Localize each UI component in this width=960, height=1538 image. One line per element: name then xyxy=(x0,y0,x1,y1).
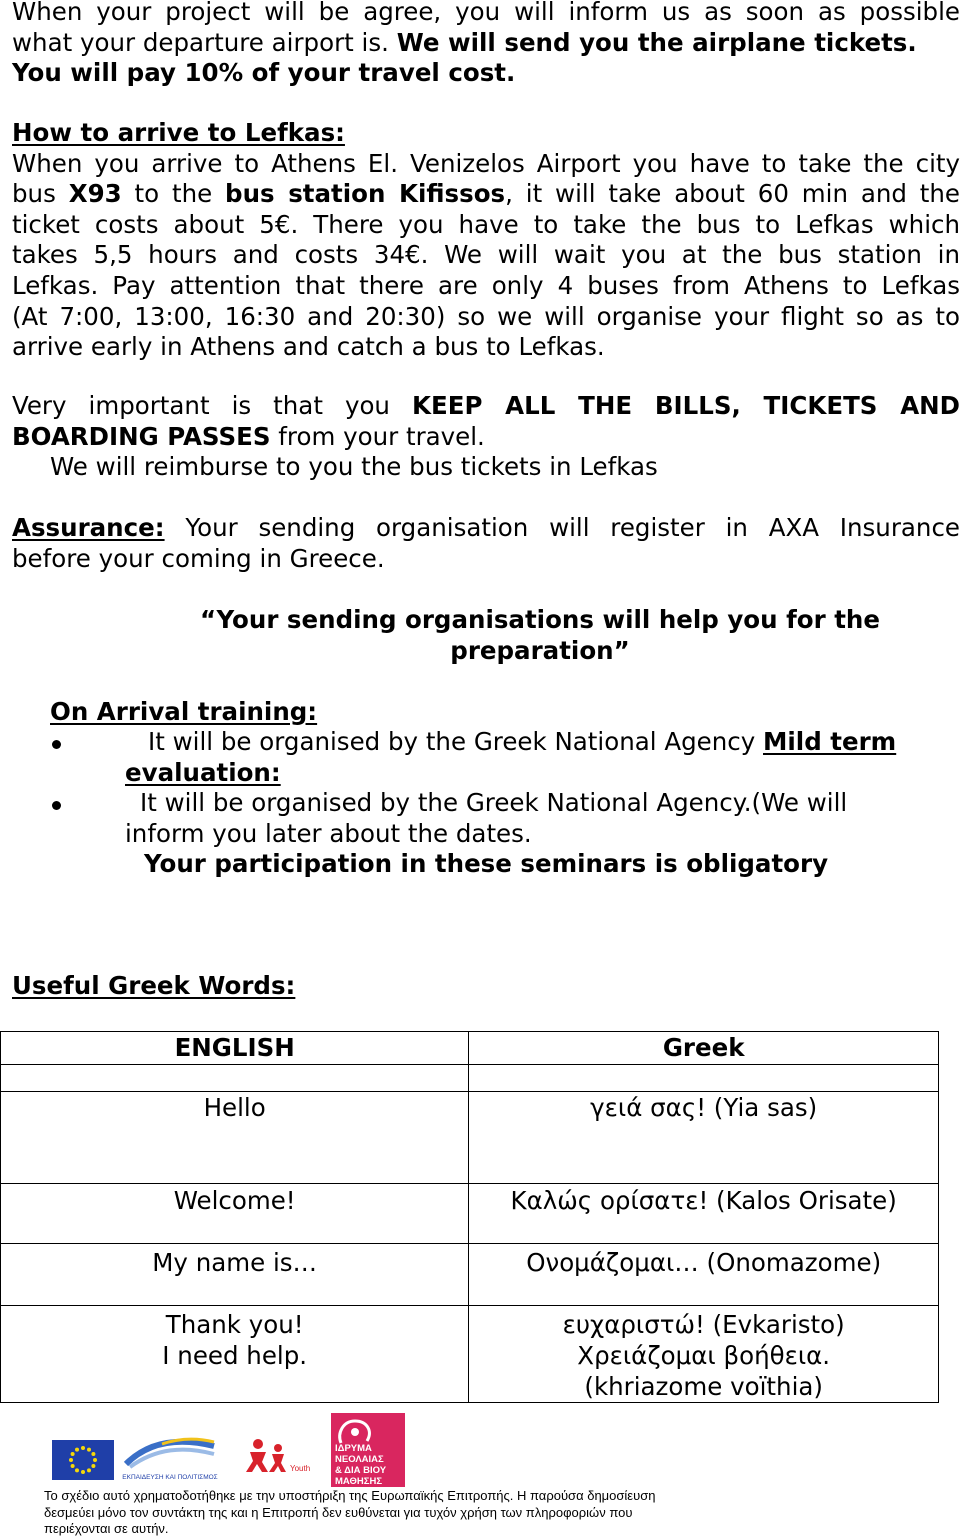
intro-line-3: You will pay 10% of your travel cost. xyxy=(12,58,516,88)
greek-cell: γειά σας! (Yia sas) xyxy=(469,1092,939,1184)
bills-text: Very important is that you xyxy=(12,391,412,420)
table-row xyxy=(1,1306,939,1403)
foundation-text: ΙΔΡΥΜΑ xyxy=(335,1443,372,1454)
bus-number: X93 xyxy=(68,179,122,209)
bills-line-3: We will reimburse to you the bus tickets in Lefkas xyxy=(50,452,658,482)
greek-word: ευχαριστώ! (Evkaristo) xyxy=(562,1310,845,1339)
table-row xyxy=(1,1244,939,1306)
intro-line-1: When your project will be agree, you will inform us as soon as possible xyxy=(12,0,960,26)
column-header-english: ENGLISH xyxy=(1,1032,469,1065)
arrival-line-3: ticket costs about 5€. There you have to take the bus to Lefkas which xyxy=(12,209,960,239)
youth-foundation-logo xyxy=(331,1413,405,1487)
training-text: It will be organised by the Greek National Agency xyxy=(148,727,764,756)
education-caption: ΕΚΠΑΙΔΕΥΣΗ ΚΑΙ ΠΟΛΙΤΙΣΜΟΣ xyxy=(122,1474,218,1481)
foundation-figure-icon xyxy=(335,1419,375,1445)
assurance-label: Assurance: xyxy=(12,513,165,542)
disclaimer-footer xyxy=(44,1488,684,1538)
youth-logo xyxy=(240,1436,316,1484)
english-cell: My name is… xyxy=(1,1244,469,1306)
table-row xyxy=(1,1184,939,1244)
assurance-line-2: before your coming in Greece. xyxy=(12,543,385,573)
training-bullet-2 xyxy=(125,788,945,849)
education-swoosh-icon xyxy=(122,1436,218,1470)
column-header-greek: Greek xyxy=(469,1032,939,1065)
greek-cell: Ονομάζομαι… (Onomazome) xyxy=(469,1244,939,1306)
mid-term-label: Mild term xyxy=(763,727,897,756)
greek-cell: Καλώς ορίσατε! (Kalos Orisate) xyxy=(469,1184,939,1244)
bills-text: from your travel. xyxy=(270,421,485,451)
intro-paragraph xyxy=(12,0,960,89)
footer-line-1: Το σχέδιο αυτό χρηματοδοτήθηκε με την υποστήριξη της Ευρωπαϊκής Επιτροπής. Η παρούσα δημοσίευση xyxy=(44,1488,656,1503)
foundation-text: & ΔΙΑ ΒΙΟΥ xyxy=(335,1465,387,1476)
arrival-line-1: When you arrive to Athens El. Venizelos Airport you have to take the city xyxy=(12,148,960,178)
bills-section xyxy=(12,391,960,483)
table-row xyxy=(1,1065,939,1092)
arrival-text: bus xyxy=(12,179,69,209)
bills-emphasis: KEEP ALL THE BILLS, TICKETS AND xyxy=(411,391,960,420)
arrival-text: , it will take about 60 min and the xyxy=(505,179,960,209)
table-header-row xyxy=(1,1032,939,1065)
training-text: It will be organised by the Greek National Agency.(We will xyxy=(140,788,848,817)
training-heading: On Arrival training: xyxy=(50,697,318,726)
foundation-text: ΝΕΟΛΑΙΑΣ xyxy=(335,1454,384,1465)
greek-word: Χρειάζομαι βοήθεια. (khriazome voïthia) xyxy=(577,1341,831,1401)
sending-org-line-1: “Your sending organisations will help you for the xyxy=(200,605,880,634)
english-cell xyxy=(1,1306,469,1403)
bus-station-name: bus station Kifissos xyxy=(225,179,506,209)
arrival-line-5: Lefkas. Pay attention that there are only 4 buses from Athens to Lefkas xyxy=(12,270,960,300)
bullet-dot xyxy=(52,801,61,810)
arrival-heading: How to arrive to Lefkas: xyxy=(12,118,345,147)
english-cell: Hello xyxy=(1,1092,469,1184)
sending-org-note xyxy=(90,605,960,666)
arrival-section xyxy=(12,118,960,363)
arrival-line-2 xyxy=(12,179,960,210)
eu-flag-icon xyxy=(52,1440,114,1480)
youth-label: Youth xyxy=(290,1464,311,1473)
english-word: I need help. xyxy=(162,1341,308,1370)
training-text: inform you later about the dates. xyxy=(125,818,532,848)
foundation-text: ΜΑΘΗΣΗΣ xyxy=(335,1476,383,1487)
education-culture-logo xyxy=(122,1436,218,1484)
arrival-line-4: takes 5,5 hours and costs 34€. We will wait you at the bus station in xyxy=(12,240,960,270)
bills-line-2 xyxy=(12,422,960,453)
sending-org-line-2: preparation” xyxy=(450,635,630,665)
bullet-dot xyxy=(52,740,61,749)
bills-emphasis: BOARDING PASSES xyxy=(12,421,271,451)
greek-cell xyxy=(469,1306,939,1403)
arrival-line-6: (At 7:00, 13:00, 16:30 and 20:30) so we will organise your flight so as to xyxy=(12,301,960,331)
footer-line-2: δεσμεύει μόνο τον συντάκτη της και η Επιτροπή δεν ευθύνεται για τυχόν χρήση των πληροφοριών που xyxy=(44,1504,633,1520)
english-word: Thank you! xyxy=(165,1310,304,1339)
assurance-line-1 xyxy=(12,513,960,544)
arrival-line-7: arrive early in Athens and catch a bus to Lefkas. xyxy=(12,332,605,362)
obligatory-note: Your participation in these seminars is obligatory xyxy=(144,849,829,878)
bills-line-1 xyxy=(12,391,960,422)
intro-line-2b: We will send you the airplane tickets. xyxy=(396,27,917,57)
training-bullet-1 xyxy=(125,727,945,788)
arrival-text: to the xyxy=(121,179,226,209)
footer-line-3: περιέχονται σε αυτήν. xyxy=(44,1521,169,1537)
intro-line-2a: what your departure airport is. xyxy=(12,27,397,57)
assurance-section xyxy=(12,513,960,574)
english-cell: Welcome! xyxy=(1,1184,469,1244)
table-row xyxy=(1,1092,939,1184)
evaluation-label: evaluation: xyxy=(125,757,281,787)
greek-words-table xyxy=(0,1031,939,1403)
words-heading: Useful Greek Words: xyxy=(12,971,296,1000)
assurance-text: Your sending organisation will register in AXA Insurance xyxy=(164,513,960,542)
